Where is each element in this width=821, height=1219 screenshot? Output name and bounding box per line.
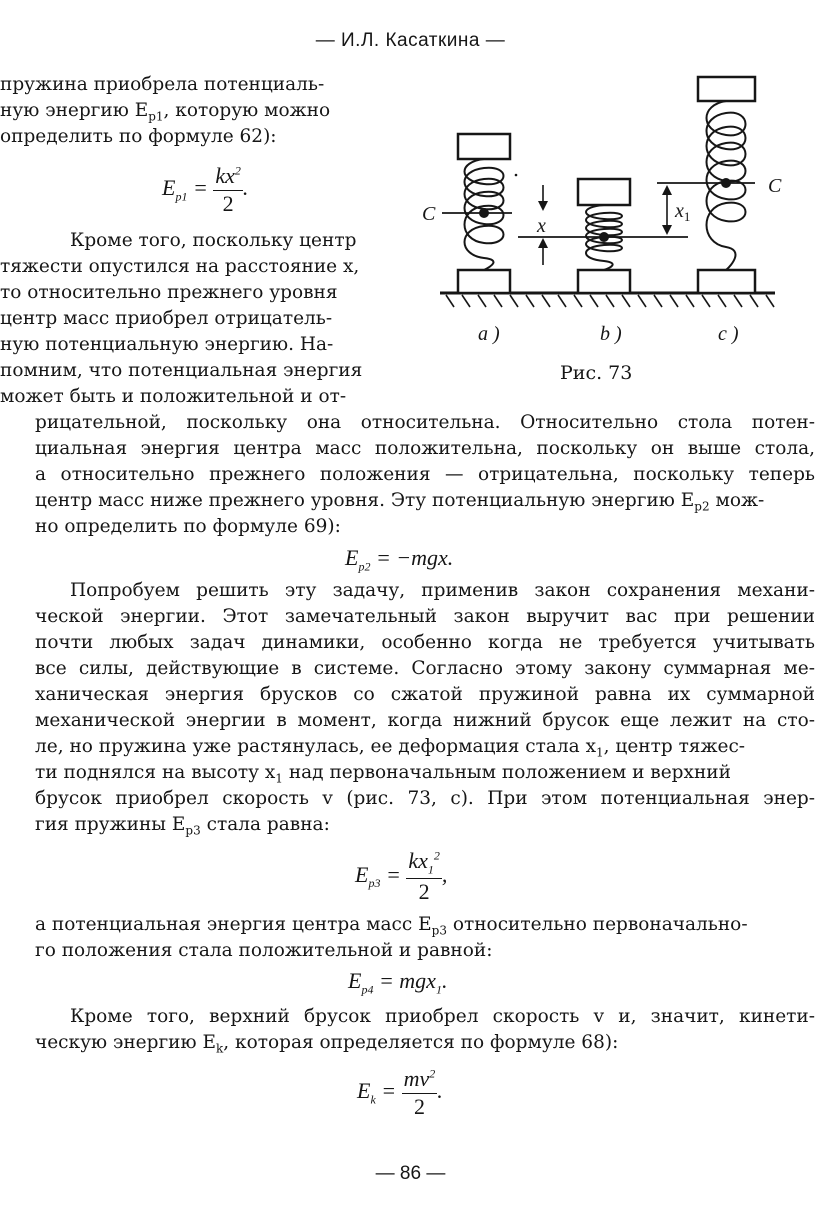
text-line: рицательной, поскольку она относительна. Относительно стола потен-	[35, 412, 815, 433]
figure-73	[410, 65, 790, 395]
label-x1: $x_1$	[675, 200, 691, 224]
text-line: ческую энергию $E_k$, которая определяется по формуле 68):	[35, 1032, 619, 1056]
page-number: — 86 —	[375, 1163, 446, 1184]
formula-ek: $E_k$ = $\frac{mv^2}{2}$ .	[357, 1066, 443, 1119]
text-line: ханическая энергия брусков со сжатой пружиной равна их суммарной	[35, 684, 815, 705]
text-line: то относительно прежнего уровня	[0, 282, 338, 303]
text-line: брусок приобрел скорость v (рис. 73, c). При этом потенциальная энер-	[35, 788, 815, 809]
center-mass-a	[479, 208, 489, 218]
text-line: ти поднялся на высоту $x_1$ над первоначальным положением и верхний	[35, 762, 731, 786]
label-C-left: C	[422, 203, 436, 225]
text-line: центр масс приобрел отрицатель-	[0, 308, 333, 329]
formula-ep4: $E_{p4} = mgx_1$.	[348, 968, 448, 997]
text-line: почти любых задач динамики, особенно когда не требуется учитывать	[35, 632, 815, 653]
text-line: ческой энергии. Этот замечательный закон выручит вас при решении	[35, 606, 815, 627]
text-line: помним, что потенциальная энергия	[0, 360, 363, 381]
label-b: b )	[600, 323, 622, 345]
text-line: а относительно прежнего положения — отрицательна, поскольку теперь	[35, 464, 815, 485]
text-line: механической энергии в момент, когда нижний брусок еще лежит на сто-	[35, 710, 815, 731]
label-x: x	[537, 215, 546, 237]
label-c: c )	[718, 323, 739, 345]
figure-caption: Рис. 73	[560, 362, 633, 384]
text-line: ную потенциальную энергию. На-	[0, 334, 334, 355]
text-line: циальная энергия центра масс положительна, поскольку он выше стола,	[35, 438, 815, 459]
text-line: Кроме того, поскольку центр	[70, 230, 357, 251]
text-line: тяжести опустился на расстояние x,	[0, 256, 360, 277]
formula-ep1: $E_{p1}$ = $\frac{kx^2}{2}$ .	[162, 163, 249, 216]
formula-ep3: $E_{p3}$ = $\frac{kx_1^2}{2}$ ,	[355, 848, 448, 905]
text-line: может быть и положительной и от-	[0, 386, 347, 407]
label-C-right: C	[768, 175, 782, 197]
text-line: Попробуем решить эту задачу, применив закон сохранения механи-	[70, 580, 815, 601]
formula-ep2: $E_{p2} = -mgx$.	[345, 545, 454, 574]
text-line: ную энергию $E_{p1}$, которую можно	[0, 100, 331, 124]
text-line: пружина приобрела потенциаль-	[0, 74, 325, 95]
center-mass-c	[721, 178, 731, 188]
label-a: a )	[478, 323, 500, 345]
text-line: все силы, действующие в системе. Согласно этому закону суммарная ме-	[35, 658, 815, 679]
text-line: го положения стала положительной и равной:	[35, 940, 493, 961]
text-line: а потенциальная энергия центра масс $E_{p3}$ относительно первоначально-	[35, 914, 748, 938]
text-line: гия пружины $E_{p3}$ стала равна:	[35, 814, 330, 838]
text-line: ле, но пружина уже растянулась, ее деформация стала $x_1$, центр тяжес-	[35, 736, 746, 760]
text-line: но определить по формуле 69):	[35, 516, 341, 537]
center-mass-b	[599, 232, 609, 242]
text-line: центр масс ниже прежнего уровня. Эту потенциальную энергию $E_{p2}$ мож-	[35, 490, 765, 514]
running-header: — И.Л. Касаткина —	[315, 30, 506, 51]
text-line: Кроме того, верхний брусок приобрел скорость v и, значит, кинети-	[70, 1006, 815, 1027]
text-line: определить по формуле 62):	[0, 126, 277, 147]
